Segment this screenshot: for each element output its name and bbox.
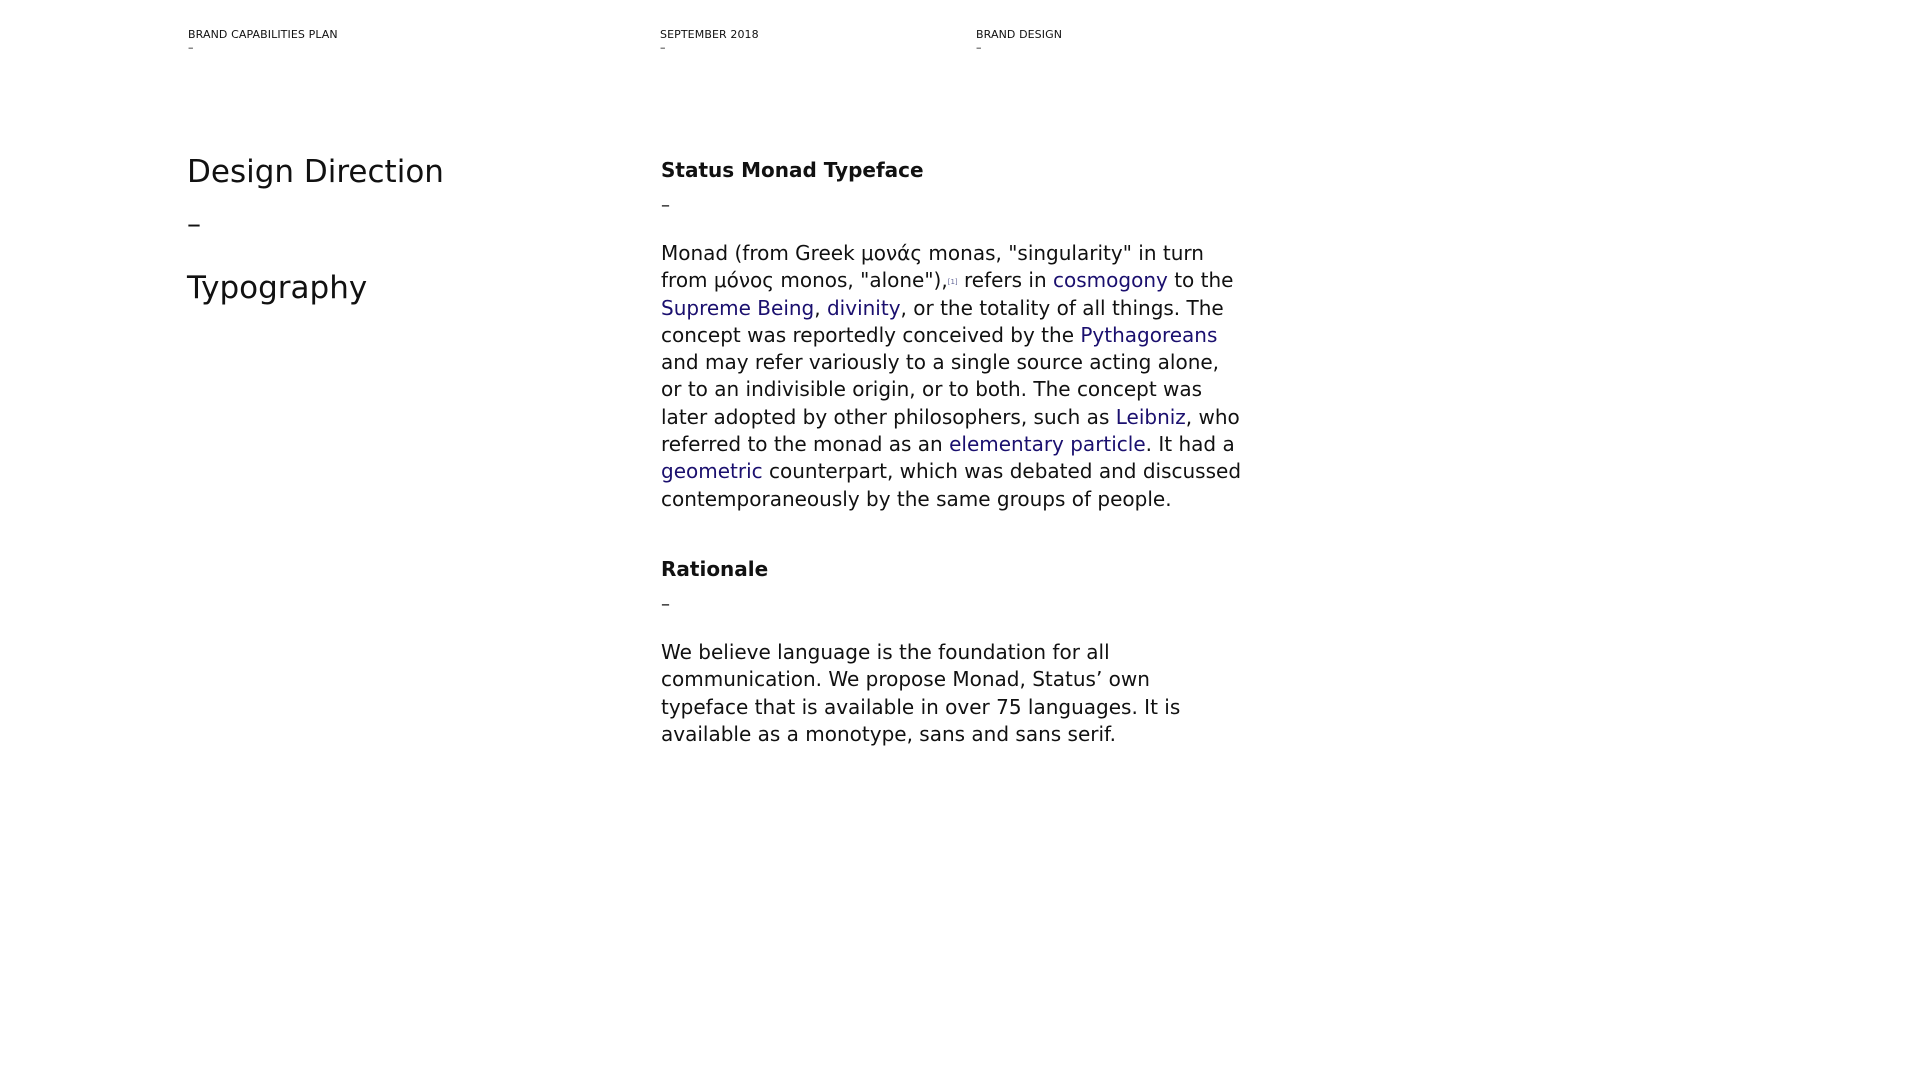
rationale-heading: Rationale <box>661 556 769 581</box>
link-geometric[interactable]: geometric <box>661 459 763 484</box>
text-segment: counterpart, which was debated and discussed contemporaneously by the same groups of people. <box>661 459 1242 511</box>
text-segment: Monad (from Greek μονάς monas, "singularity" in turn from μόνος monos, "alone"), <box>661 241 1204 293</box>
header-plan <box>188 28 338 53</box>
text-segment: and may refer variously to a single source acting alone, or to an indivisible origin, or to both. The concept was later adopted by other philosophers, such as <box>661 350 1220 429</box>
citation-link[interactable]: [1] <box>947 278 958 287</box>
section-title-dash: – <box>187 207 201 240</box>
rationale-dash: – <box>661 593 670 615</box>
text-segment: , <box>814 295 827 320</box>
header-plan-dash: – <box>188 41 194 54</box>
main-content <box>661 156 1241 748</box>
monad-typeface-paragraph <box>661 240 1241 513</box>
text-segment: . It had a <box>1145 432 1235 457</box>
header-department <box>976 28 1062 53</box>
section-subtitle: Typography <box>187 270 368 306</box>
header-plan-label: BRAND CAPABILITIES PLAN <box>188 28 338 41</box>
link-pythagoreans[interactable]: Pythagoreans <box>1080 322 1218 347</box>
header-date <box>660 28 759 53</box>
header-department-dash: – <box>976 41 982 54</box>
monad-typeface-dash: – <box>661 195 670 216</box>
link-leibniz[interactable]: Leibniz <box>1115 404 1186 429</box>
header-date-label: SEPTEMBER 2018 <box>660 28 759 41</box>
section-sidebar <box>187 152 627 308</box>
section-title: Design Direction <box>187 154 444 190</box>
rationale-block <box>661 555 1241 748</box>
text-segment: refers in <box>957 268 1054 293</box>
header-date-dash: – <box>660 41 666 54</box>
text-segment: to the <box>1167 268 1234 293</box>
link-cosmogony[interactable]: cosmogony <box>1053 268 1168 293</box>
text-segment: , who referred to the monad as an <box>661 404 1240 457</box>
monad-typeface-heading: Status Monad Typeface <box>661 158 924 182</box>
rationale-paragraph: We believe language is the foundation for all communication. We propose Monad, Status’ own typeface that is available in over 75 languages. It is available as a monotype, sans and sans serif. <box>661 639 1181 746</box>
link-elementary-particle[interactable]: elementary particle <box>949 432 1146 457</box>
link-divinity[interactable]: divinity <box>826 295 901 320</box>
link-supreme-being[interactable]: Supreme Being <box>661 295 815 320</box>
header-department-label: BRAND DESIGN <box>976 28 1063 41</box>
monad-typeface-block <box>661 156 1241 513</box>
text-segment: , or the totality of all things. The concept was reportedly conceived by the <box>661 295 1224 347</box>
